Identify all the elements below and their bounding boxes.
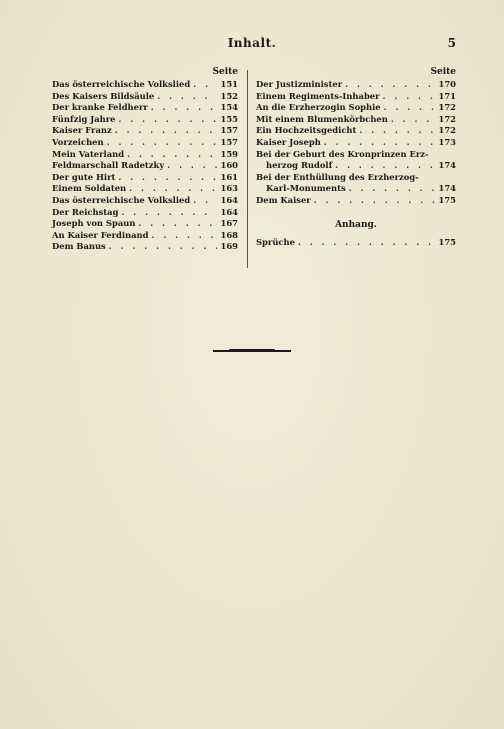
toc-entry	[256, 102, 456, 114]
dot-leader	[380, 91, 435, 103]
dot-leader	[126, 183, 216, 195]
toc-entry	[52, 125, 238, 137]
toc-entry	[256, 79, 456, 91]
entry-page-number: 172	[438, 102, 456, 113]
page-column-label: Seite	[212, 67, 238, 77]
entry-title: Vorzeichen	[52, 136, 104, 147]
entry-page-number: 170	[438, 79, 456, 89]
running-title: Inhalt.	[227, 36, 277, 50]
toc-entry	[256, 114, 456, 126]
toc-entry	[256, 195, 456, 207]
entry-page-number: 151	[220, 79, 238, 89]
dot-leader	[106, 241, 217, 253]
toc-entry-continuation	[256, 160, 456, 172]
toc-entry	[52, 218, 238, 230]
toc-entry	[52, 183, 238, 195]
toc-entry	[52, 79, 238, 91]
dot-leader	[154, 91, 216, 103]
dot-leader	[115, 172, 216, 184]
entry-page-number: 152	[220, 90, 238, 101]
page-number: 5	[447, 36, 456, 50]
dot-leader	[149, 230, 217, 242]
entry-page-number: 169	[220, 241, 238, 252]
dot-leader	[190, 195, 216, 207]
toc-right-column	[256, 66, 456, 248]
entry-page-number: 167	[220, 218, 238, 229]
entry-page-number: 174	[438, 183, 456, 194]
dot-leader	[135, 218, 216, 230]
page-column-label: Seite	[430, 67, 456, 77]
toc-entry	[256, 125, 456, 137]
entry-page-number: 171	[438, 90, 456, 101]
dot-leader	[356, 125, 434, 137]
toc-entry-continuation	[256, 183, 456, 195]
decorative-rule	[213, 350, 291, 352]
entry-page-number: 155	[220, 113, 238, 124]
entry-page-number: 172	[438, 113, 456, 124]
dot-leader	[124, 149, 216, 161]
dot-leader	[164, 160, 216, 172]
toc-entry	[52, 160, 238, 172]
entry-title: Feldmarschall Radetzky	[52, 160, 165, 171]
entry-title: Joseph von Spaun	[52, 218, 136, 229]
toc-entry	[52, 149, 238, 161]
dot-leader	[346, 183, 435, 195]
entry-title: Fünfzig Jahre	[52, 113, 116, 124]
dot-leader	[388, 114, 435, 126]
entry-page-number: 172	[438, 125, 456, 136]
entry-title: Kaiser Franz	[52, 125, 112, 136]
entry-title: Des Kaisers Bildsäule	[52, 90, 155, 101]
entry-page-number: 163	[220, 183, 238, 194]
toc-entry	[256, 91, 456, 103]
toc-entry	[256, 172, 456, 184]
entry-title: Der Reichstag	[52, 206, 119, 217]
dot-leader	[332, 160, 434, 172]
entry-title: Der Justizminister	[256, 79, 343, 89]
dot-leader	[148, 102, 217, 114]
entry-title: Das österreichische Volkslied	[52, 194, 191, 205]
dot-leader	[295, 237, 435, 249]
entry-title: Ein Hochzeitsgedicht	[256, 125, 357, 136]
toc-entry	[52, 114, 238, 126]
toc-left-column	[52, 66, 238, 253]
entry-page-number: 168	[220, 229, 238, 240]
dot-leader	[381, 102, 435, 114]
entry-page-number: 175	[438, 194, 456, 205]
entry-title: Mit einem Blumenkörbchen	[256, 113, 388, 124]
appendix-heading: Anhang.	[335, 219, 377, 230]
entry-title: Einem Regiments-Inhaber	[256, 90, 380, 101]
toc-entry	[52, 91, 238, 103]
dot-leader	[311, 195, 435, 207]
entry-title: Dem Banus	[52, 241, 106, 252]
entry-page-number: 164	[220, 194, 238, 205]
toc-entry	[256, 237, 456, 249]
entry-title: Bei der Geburt des Kronprinzen Erz-	[256, 148, 429, 159]
entry-page-number: 159	[220, 148, 238, 159]
entry-page-number: 175	[438, 236, 456, 247]
entry-title: Kaiser Joseph	[256, 136, 321, 147]
entry-title: Das österreichische Volkslied	[52, 79, 191, 89]
dot-leader	[104, 137, 217, 149]
toc-entry	[52, 195, 238, 207]
dot-leader	[112, 125, 217, 137]
toc-entry	[256, 137, 456, 149]
entry-page-number: 161	[220, 171, 238, 182]
entry-title: Mein Vaterland	[52, 148, 125, 159]
dot-leader	[321, 137, 435, 149]
dot-leader	[190, 79, 216, 91]
toc-entry	[52, 102, 238, 114]
entry-title-continuation: herzog Rudolf	[266, 160, 333, 171]
column-divider	[247, 70, 248, 268]
toc-entry	[52, 172, 238, 184]
entry-title: Sprüche	[256, 236, 295, 247]
entry-title: An die Erzherzogin Sophie	[256, 102, 381, 113]
entry-page-number: 157	[220, 136, 238, 147]
dot-leader	[118, 207, 216, 219]
dot-leader	[116, 114, 217, 126]
toc-entry	[52, 207, 238, 219]
entry-page-number: 160	[220, 160, 238, 171]
entry-page-number: 154	[220, 102, 238, 113]
entry-title: Der gute Hirt	[52, 171, 116, 182]
entry-title: An Kaiser Ferdinand	[52, 229, 149, 240]
entry-title: Der kranke Feldherr	[52, 102, 148, 113]
toc-entry	[256, 149, 456, 161]
entry-title: Einem Soldaten	[52, 183, 127, 194]
entry-page-number: 157	[220, 125, 238, 136]
toc-entry	[52, 137, 238, 149]
entry-title: Bei der Enthüllung des Erzherzog-	[256, 171, 419, 182]
entry-page-number: 174	[438, 160, 456, 171]
toc-entry	[52, 230, 238, 242]
entry-title: Dem Kaiser	[256, 194, 311, 205]
dot-leader	[342, 79, 434, 91]
entry-page-number: 173	[438, 136, 456, 147]
toc-entry	[52, 241, 238, 253]
entry-title-continuation: Karl-Monuments	[266, 183, 346, 194]
entry-page-number: 164	[220, 206, 238, 217]
